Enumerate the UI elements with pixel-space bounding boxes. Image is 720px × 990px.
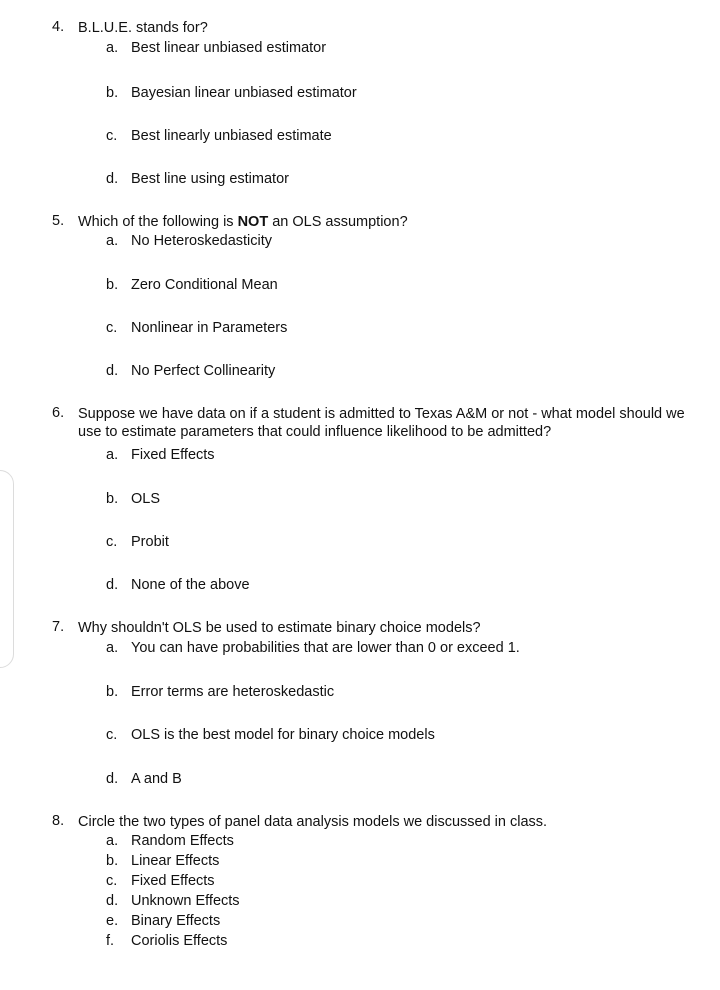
option-letter: a. [106, 833, 119, 849]
option-letter: a. [106, 233, 119, 249]
option-e[interactable] [0, 912, 720, 930]
option-text: You can have probabilities that are lower than 0 or exceed 1. [131, 640, 520, 656]
option-letter: c. [106, 320, 118, 336]
option-letter: f. [106, 933, 115, 949]
option-b[interactable] [0, 490, 720, 508]
option-a[interactable] [0, 39, 720, 57]
emphasis-not: NOT [237, 214, 269, 230]
option-b[interactable] [0, 84, 720, 102]
question-text: Why shouldn't OLS be used to estimate binary choice models? [78, 620, 481, 636]
option-letter: d. [106, 577, 119, 593]
option-text: Error terms are heteroskedastic [131, 684, 335, 700]
question-number: 4. [52, 19, 65, 35]
option-a[interactable] [0, 832, 720, 850]
option-text: Fixed Effects [131, 447, 215, 463]
option-b[interactable] [0, 852, 720, 870]
option-text: Best linearly unbiased estimate [131, 128, 332, 144]
question-number: 8. [52, 813, 65, 829]
option-letter: c. [106, 873, 118, 889]
option-d[interactable] [0, 170, 720, 188]
option-text: No Heteroskedasticity [131, 233, 273, 249]
option-letter: b. [106, 491, 119, 507]
option-letter: b. [106, 853, 119, 869]
option-text: Probit [131, 534, 169, 550]
option-text: Binary Effects [131, 913, 221, 929]
option-text: A and B [131, 771, 182, 787]
option-text: Best linear unbiased estimator [131, 40, 327, 56]
option-letter: b. [106, 277, 119, 293]
option-f[interactable] [0, 932, 720, 950]
option-letter: d. [106, 363, 119, 379]
option-d[interactable] [0, 576, 720, 594]
option-text: Bayesian linear unbiased estimator [131, 85, 357, 101]
option-text: OLS [131, 491, 161, 507]
option-text: Linear Effects [131, 853, 220, 869]
option-c[interactable] [0, 127, 720, 145]
option-a[interactable] [0, 446, 720, 464]
option-letter: a. [106, 447, 119, 463]
option-letter: b. [106, 684, 119, 700]
question-text: B.L.U.E. stands for? [78, 20, 208, 36]
option-letter: d. [106, 171, 119, 187]
option-c[interactable] [0, 872, 720, 890]
question-text: Which of the following is NOT an OLS assumption? [78, 214, 408, 230]
option-letter: a. [106, 40, 119, 56]
option-d[interactable] [0, 362, 720, 380]
question-number: 5. [52, 213, 65, 229]
option-letter: c. [106, 128, 118, 144]
question-text: Suppose we have data on if a student is admitted to Texas A&M or not - what model should we use to estimate parameters that could influence likelihood to be admitted? [78, 406, 685, 440]
option-c[interactable] [0, 533, 720, 551]
question-number: 6. [52, 405, 65, 421]
option-text: Unknown Effects [131, 893, 240, 909]
option-text: Nonlinear in Parameters [131, 320, 288, 336]
option-text: Zero Conditional Mean [131, 277, 278, 293]
option-text: Fixed Effects [131, 873, 215, 889]
option-letter: b. [106, 85, 119, 101]
option-d[interactable] [0, 770, 720, 788]
option-letter: c. [106, 727, 118, 743]
option-text: Random Effects [131, 833, 234, 849]
option-text: None of the above [131, 577, 250, 593]
option-b[interactable] [0, 276, 720, 294]
question-number: 7. [52, 619, 65, 635]
option-text: Coriolis Effects [131, 933, 228, 949]
option-d[interactable] [0, 892, 720, 910]
question-text: Circle the two types of panel data analysis models we discussed in class. [78, 814, 548, 830]
option-a[interactable] [0, 639, 720, 657]
option-letter: e. [106, 913, 119, 929]
option-letter: d. [106, 771, 119, 787]
option-c[interactable] [0, 726, 720, 744]
option-letter: d. [106, 893, 119, 909]
option-b[interactable] [0, 683, 720, 701]
option-letter: a. [106, 640, 119, 656]
option-letter: c. [106, 534, 118, 550]
option-c[interactable] [0, 319, 720, 337]
option-text: No Perfect Collinearity [131, 363, 276, 379]
option-text: Best line using estimator [131, 171, 289, 187]
option-a[interactable] [0, 232, 720, 250]
option-text: OLS is the best model for binary choice models [131, 727, 435, 743]
